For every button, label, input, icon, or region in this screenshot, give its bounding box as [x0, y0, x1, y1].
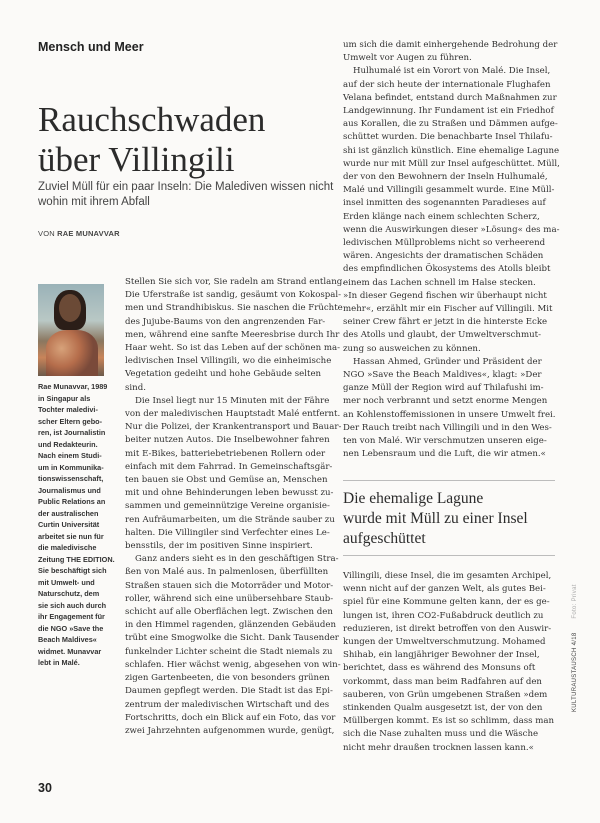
text-line: Müllbergen kommt. Es ist so schlimm, dass man — [343, 716, 555, 727]
text-line: men, während eine sanfte Meeresbrise durch Ihr — [125, 329, 340, 340]
bio-line: tionswissenschaft, — [38, 474, 104, 483]
text-line: spiel für eine Kommune gelten kann, der es ge- — [343, 597, 550, 608]
text-line: Fortschritts, doch ein Blick auf ein Foto, das vor — [125, 712, 336, 723]
bio-line: mit Umwelt- und — [38, 577, 95, 587]
text-line: mer noch verbrannt und setzt enorme Mengen — [343, 396, 548, 407]
text-line: in den Himmel ragenden, glänzenden Gebäuden — [125, 620, 337, 631]
text-line: sauberen, von Grün umgebenen Straßen »dem — [343, 689, 548, 700]
text-line: zentrum der maledivischen Wirtschaft und des — [125, 699, 330, 710]
pull-quote-line: aufgeschüttet — [343, 530, 426, 547]
text-line: Umwelt vor Augen zu führen. — [343, 53, 472, 64]
text-line: Nur die Polizei, der Krankentransport und Bauar- — [125, 422, 342, 433]
text-line: von der maledivischen Hauptstadt Malé entfernt. — [125, 409, 341, 420]
text-line: zung so ausweichen zu können. — [343, 343, 481, 354]
author-name: RAE MUNAVVAR — [57, 229, 120, 238]
text-line: reduzieren, ist direkt betroffen von den Auswir- — [343, 623, 552, 634]
text-line: an Kohlenstoffemissionen in unsere Umwelt frei. — [343, 409, 556, 420]
article-subtitle — [38, 180, 338, 210]
pull-quote — [343, 489, 558, 549]
text-line: wurde nur mit Müll zur Insel aufgeschüttet. Müll, — [343, 158, 560, 169]
text-line: Daumen gepflegt werden. Die Stadt ist das Epi- — [125, 686, 333, 697]
subtitle-line: wohin mit ihrem Abfall — [38, 196, 150, 208]
text-line: wenn die Auswirkungen dieser »Lösung« des ma- — [343, 224, 560, 235]
divider — [343, 555, 555, 556]
bio-line: Public Relations an — [38, 497, 106, 506]
article-column-2-bottom — [343, 570, 553, 755]
bio-line: ren, ist Journalistin — [38, 428, 106, 437]
text-line: wenn nicht auf der ganzen Welt, als gutes Bei- — [343, 584, 546, 595]
bio-line: ihr Engagement für — [38, 612, 105, 621]
subtitle-line: Zuviel Müll für ein paar Inseln: Die Malediven wissen nicht — [38, 181, 334, 193]
section-label: Mensch und Meer — [38, 40, 144, 54]
text-line: schlafen. Hier wächst wenig, abgesehen von win- — [125, 659, 341, 670]
text-line: Landgewinnung. Ihr Fundament ist ein Friedhof — [343, 106, 554, 117]
text-line: Straßen stauen sich die Motorräder und Motor- — [125, 580, 334, 591]
bio-line: Rae Munavvar, 1989 — [38, 382, 108, 391]
text-line: kungen der Umweltverschmutzung. Mohamed — [343, 637, 546, 648]
text-line: Shihab, ein langjähriger Bewohner der Insel, — [343, 650, 540, 661]
text-line: Malé und Villingili gesammelt wurde. Eine Müll- — [343, 185, 555, 196]
text-line: sammen und gemeinnützige Vereine organisie- — [125, 501, 330, 512]
bio-line: Zeitung THE EDITION. — [38, 554, 115, 564]
text-line: insel inmitten des sogenannten Paradieses auf — [343, 198, 546, 209]
author-bio — [38, 381, 115, 669]
text-line: ßen von Malé aus. In palmenlosen, überfüllten — [125, 567, 329, 578]
text-line: Velana befindet, entstand durch Maßnahmen zur — [343, 92, 557, 103]
text-line: mehr«, erzählt mir ein Fischer auf Villingili. Mit — [343, 304, 553, 315]
pull-quote-line: wurde mit Müll zu einer Insel — [343, 510, 528, 527]
text-line: seiner Crew fährt er jetzt in die hinterste Ecke — [343, 317, 548, 328]
title-line: Rauchschwaden — [38, 100, 266, 139]
bio-line: Sie beschäftigt sich — [38, 566, 107, 575]
text-line: aus Korallen, die zu Straßen und Dämmen aufge- — [343, 119, 558, 130]
bio-line: in Singapur als — [38, 393, 91, 403]
text-line: wären. Angesichts der dramatischen Schäden — [343, 251, 544, 262]
bio-line: die NGO »Save the — [38, 623, 104, 633]
text-line: des Atolls und glaubt, der Umweltverschmut- — [343, 330, 541, 341]
bio-line: um in Kommunika- — [38, 462, 104, 472]
title-line: über Villingili — [38, 140, 235, 179]
author-photo — [38, 284, 104, 376]
text-line: »In dieser Gegend fischen wir überhaupt nicht — [343, 290, 547, 301]
text-line: Stellen Sie sich vor, Sie radeln am Strand entlang. — [125, 277, 345, 287]
text-line: Der Rauch treibt nach Villingili und in den Wes- — [343, 422, 552, 433]
text-line: funkelnder Lichter scheint die Stadt niemals zu — [125, 646, 333, 657]
text-line: der von den Bewohnern der Inseln Hulhumalé, — [343, 172, 548, 183]
text-line: sich die Nase zuhalten muss und die Wäsche — [343, 729, 539, 740]
byline — [38, 229, 120, 238]
article-column-1 — [125, 276, 345, 738]
text-line: ganze Müll der Region wird auf Thilafushi im- — [343, 383, 544, 394]
text-line: ledivischen Müllproblems nicht so verheerend — [343, 238, 546, 249]
text-line: stinkenden Qualm ausgesetzt ist, der von den — [343, 703, 543, 714]
bio-line: widmet. Munavvar — [38, 646, 102, 656]
magazine-issue: KULTURAUSTAUSCH 4/18 — [572, 632, 578, 712]
pull-quote-line: Die ehemalige Lagune — [343, 490, 484, 507]
text-line: des empfindlichen Ökosystems des Atolls bleibt — [343, 264, 551, 275]
text-line: nicht mehr draußen trocknen lassen kann.« — [343, 742, 534, 753]
text-line: trübt eine Smogwolke die Sicht. Dank Tausender — [125, 633, 339, 644]
text-line: ren Aufräumarbeiten, um die Strände sauber zu — [125, 514, 335, 525]
bio-line: die maledivische — [38, 543, 97, 552]
text-line: zigen Gartenbeeten, die von besonders grünen — [125, 673, 330, 684]
text-line: auf der sich heute der internationale Flughafen — [343, 79, 551, 90]
text-line: mit und ohne Behinderungen leben bewusst zu- — [125, 488, 334, 499]
bio-line: und Redakteurin. — [38, 439, 98, 449]
article-title — [38, 100, 328, 180]
text-line: um sich die damit einhergehende Bedrohung der — [343, 40, 558, 50]
text-line: Hassan Ahmed, Gründer und Präsident der — [353, 356, 542, 367]
bio-line: Curtin Universität — [38, 520, 100, 529]
page-number: 30 — [38, 781, 52, 795]
text-line: Die Uferstraße ist sandig, gesäumt von Kokospal- — [125, 290, 342, 301]
bio-line: sie sich auch durch — [38, 600, 107, 610]
text-line: Vegetation gedeiht und hohe Gebäude selten — [125, 369, 322, 380]
text-line: roller, während sich eine unübersehbare Staub- — [125, 593, 334, 604]
text-line: lungen ist, ihren CO2-Fußabdruck deutlich zu — [343, 610, 544, 621]
text-line: beiter nutzen Autos. Die Inselbewohner fahren — [125, 435, 330, 446]
text-line: Die Insel liegt nur 15 Minuten mit der Fähre — [135, 395, 330, 406]
text-line: mit E-Bikes, batteriebetriebenen Rollern oder — [125, 448, 326, 459]
text-line: bensstils, der im positiven Sinne inspiriert. — [125, 541, 313, 552]
text-line: schüttet wurden. Die benachbarte Insel Thilafu- — [343, 132, 553, 143]
side-label — [572, 584, 578, 712]
bio-line: scher Eltern gebo- — [38, 416, 103, 426]
article-column-2-top — [343, 39, 560, 462]
bio-line: der australischen — [38, 508, 99, 518]
text-line: Ganz anders sieht es in den geschäftigen Stra- — [135, 554, 339, 565]
bio-line: Naturschutz, dem — [38, 589, 100, 598]
text-line: Hulhumalé ist ein Vorort von Malé. Die Insel, — [353, 66, 551, 77]
byline-prefix: VON — [38, 229, 55, 238]
text-line: NGO »Save the Beach Maldives«, klagt: »Der — [343, 370, 542, 381]
text-line: men und Strandhibiskus. Sie naschen die Früchte — [125, 303, 343, 314]
text-line: schicht auf alle Oberflächen legt. Zwischen den — [125, 607, 333, 618]
text-line: nen Lebensraum und die Luft, die wir atmen.« — [343, 449, 546, 460]
text-line: einfach mit dem Fahrrad. In Gemeinschaftsgär- — [125, 461, 333, 472]
bio-line: Journalismus und — [38, 485, 101, 495]
divider — [343, 480, 555, 481]
text-line: ten bauen sie Obst und Gemüse an, Menschen — [125, 475, 328, 486]
text-line: des Jujube-Baums von den angrenzenden Far- — [125, 316, 326, 327]
bio-line: lebt in Malé. — [38, 658, 80, 667]
bio-line: Tochter maledivi- — [38, 405, 98, 414]
bio-line: Nach einem Studi- — [38, 451, 102, 460]
text-line: einem das Lachen schnell im Halse stecken. — [343, 277, 536, 288]
text-line: Villingili, diese Insel, die im gesamten Archipel, — [343, 571, 552, 581]
text-line: ledivischen Insel Villingili, wo die einheimische — [125, 356, 332, 367]
bio-line: arbeitet sie nun für — [38, 531, 104, 541]
bio-line: Beach Maldives« — [38, 635, 97, 644]
text-line: halten. Die Villingiler sind Verfechter eines Le- — [125, 527, 330, 538]
text-line: zwei Jahrzehnten aufgenommen wurde, genügt, — [125, 725, 335, 736]
text-line: berichtet, dass es während des Monsuns oft — [343, 663, 536, 674]
text-line: sind. — [125, 382, 146, 393]
text-line: Haar weht. So ist das Leben auf der schönen ma- — [125, 343, 341, 354]
photo-credit: Foto: Privat — [572, 584, 578, 619]
text-line: vorkommt, dass man beim Radfahren auf den — [343, 676, 542, 687]
text-line: ten von Malé. Wir verschmutzen unseren eige- — [343, 436, 547, 447]
text-line: shi ist gänzlich künstlich. Eine ehemalige Lagune — [343, 145, 560, 156]
text-line: Erden klänge nach einem schlechten Scherz, — [343, 211, 540, 222]
